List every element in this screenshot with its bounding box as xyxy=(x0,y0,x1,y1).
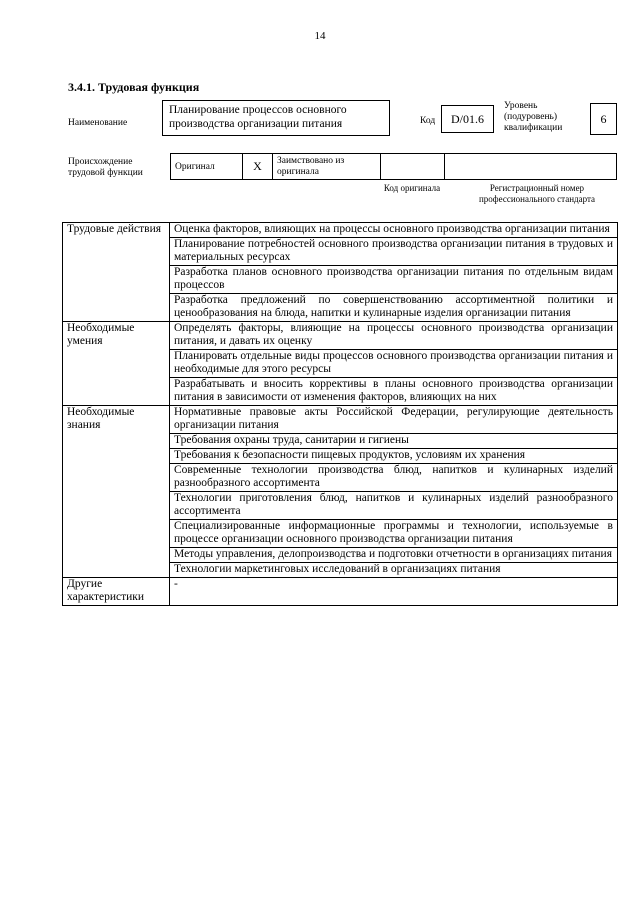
item-cell: Оценка факторов, влияющих на процессы основного производства организации питания xyxy=(170,223,618,238)
origin-mark: X xyxy=(243,154,273,179)
item-cell: Разрабатывать и вносить коррективы в планы основного производства организации питания в зависимости от изменения факторов, влияющих на них xyxy=(170,378,618,406)
page-number: 14 xyxy=(314,30,326,42)
origin-label: Происхождение трудовой функции xyxy=(68,157,143,178)
section-title: 3.4.1. Трудовая функция xyxy=(68,80,200,94)
origin-reg-cell xyxy=(445,154,616,179)
code-original-caption: Код оригинала xyxy=(383,183,441,193)
category-cell: Трудовые действия xyxy=(63,223,170,322)
item-cell: Нормативные правовые акты Российской Федерации, регулирующие деятельность организации питания xyxy=(170,406,618,434)
item-cell: Требования охраны труда, санитарии и гигиены xyxy=(170,434,618,449)
item-cell: Определять факторы, влияющие на процессы основного производства организации питания, и давать их оценку xyxy=(170,322,618,350)
code-label: Код xyxy=(420,116,436,126)
item-cell: Технологии приготовления блюд, напитков и кулинарных изделий разнообразного ассортимента xyxy=(170,492,618,520)
level-label: Уровень (подуровень) квалификации xyxy=(504,101,563,133)
origin-original: Оригинал xyxy=(171,154,243,179)
item-cell: Планирование потребностей основного производства организации питания в трудовых и материальных ресурсах xyxy=(170,238,618,266)
item-cell: Современные технологии производства блюд, напитков и кулинарных изделий разнообразного ассортимента xyxy=(170,464,618,492)
origin-code-cell xyxy=(381,154,445,179)
item-cell: Разработка планов основного производства организации питания по отдельным видам процессов xyxy=(170,266,618,294)
table-row xyxy=(63,223,618,238)
item-cell: Технологии маркетинговых исследований в организациях питания xyxy=(170,563,618,578)
function-table xyxy=(62,222,618,606)
origin-borrowed: Заимствовано из оригинала xyxy=(273,154,381,179)
item-cell: - xyxy=(170,578,618,606)
origin-row xyxy=(170,153,617,180)
table-row xyxy=(63,322,618,350)
item-cell: Специализированные информационные программы и технологии, используемые в процессе организации основного производства организации питания xyxy=(170,520,618,548)
name-value: Планирование процессов основного производства организации питания xyxy=(162,100,390,136)
item-cell: Разработка предложений по совершенствованию ассортиментной политики и ценообразования на блюда, напитки и кулинарные изделия организации питания xyxy=(170,294,618,322)
category-cell: Необходимые знания xyxy=(63,406,170,578)
category-cell: Необходимые умения xyxy=(63,322,170,406)
reg-number-caption: Регистрационный номер профессионального стандарта xyxy=(478,183,596,204)
table-row xyxy=(63,578,618,606)
name-label: Наименование xyxy=(68,118,128,128)
category-cell: Другие характеристики xyxy=(63,578,170,606)
level-value: 6 xyxy=(590,103,617,135)
item-cell: Планировать отдельные виды процессов основного производства организации питания и необходимые для этого ресурсы xyxy=(170,350,618,378)
table-row xyxy=(63,406,618,434)
code-value: D/01.6 xyxy=(441,105,494,133)
item-cell: Методы управления, делопроизводства и подготовки отчетности в организациях питания xyxy=(170,548,618,563)
item-cell: Требования к безопасности пищевых продуктов, условиям их хранения xyxy=(170,449,618,464)
